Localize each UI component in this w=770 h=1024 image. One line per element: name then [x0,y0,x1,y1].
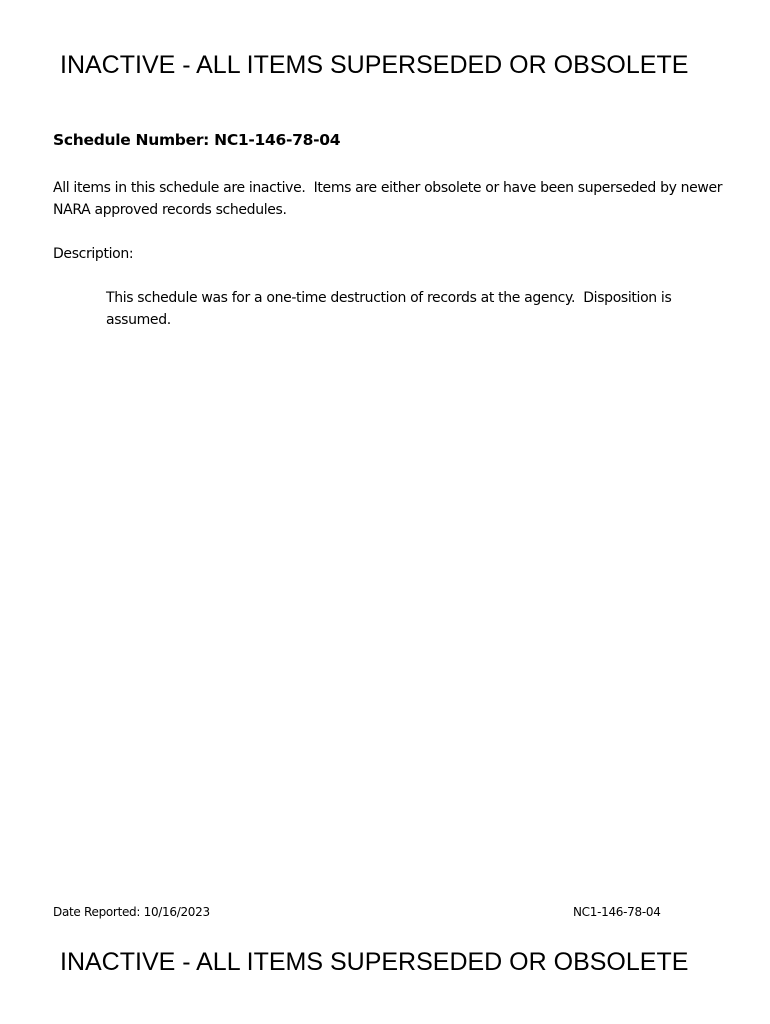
footer-schedule-id: NC1-146-78-04 [573,905,661,919]
date-reported [53,905,210,919]
description-text: This schedule was for a one-time destruction of records at the agency. Disposition is assumed. [106,290,676,328]
schedule-number-label: Schedule Number: [53,131,210,149]
inactive-banner-bottom: INACTIVE - ALL ITEMS SUPERSEDED OR OBSOLETE [60,948,689,976]
date-reported-label: Date Reported: [53,905,141,919]
schedule-number-heading [53,131,340,149]
inactive-notice-text: All items in this schedule are inactive. Items are either obsolete or have been superseded by newer NARA approved records schedules. [53,180,727,218]
description-label: Description: [53,246,134,262]
schedule-number-value: NC1-146-78-04 [214,131,341,149]
inactive-banner-top: INACTIVE - ALL ITEMS SUPERSEDED OR OBSOLETE [60,51,689,79]
date-reported-value: 10/16/2023 [143,905,210,919]
